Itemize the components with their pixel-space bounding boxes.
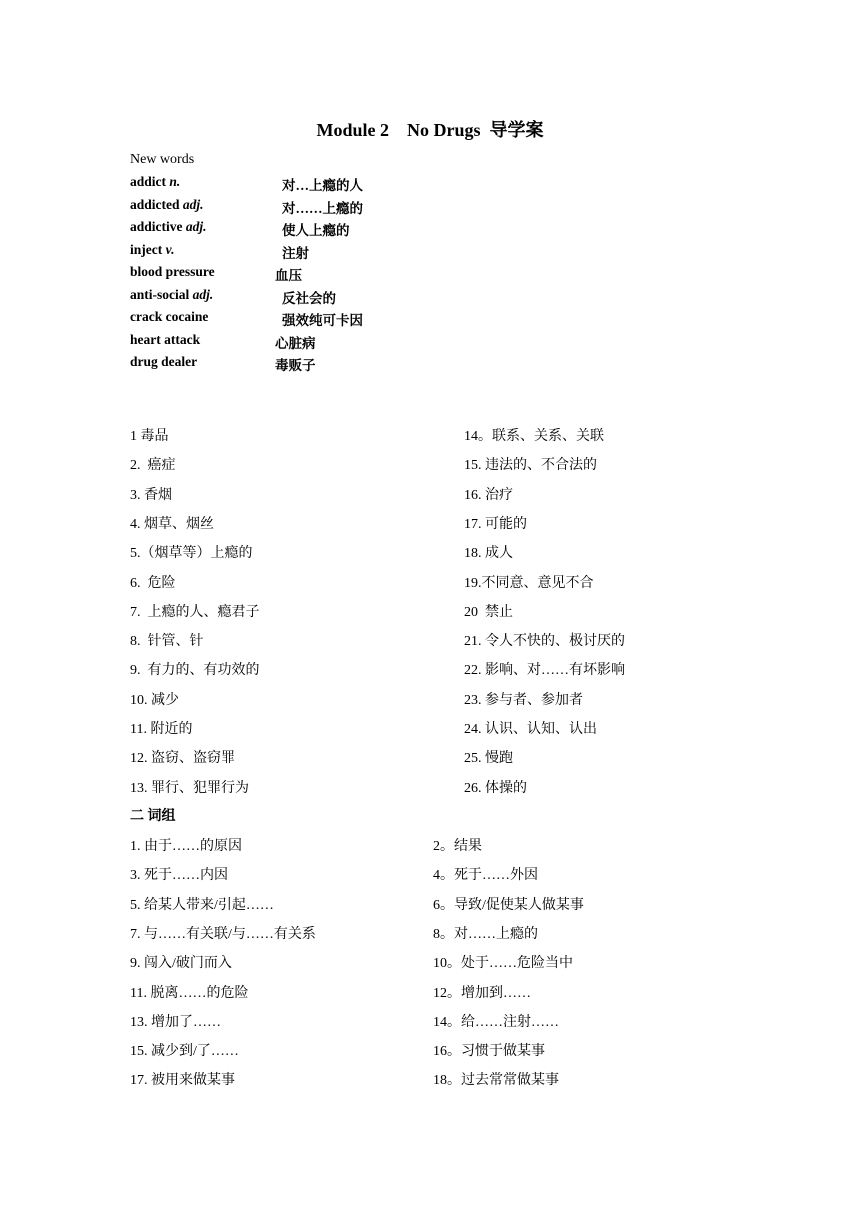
vocab-term — [130, 309, 208, 325]
vocab-word: drug dealer — [130, 354, 198, 369]
vocab-term — [130, 354, 197, 370]
word-item: 13. 罪行、犯罪行为 — [130, 780, 249, 796]
phrase-item: 16。习惯于做某事 — [433, 1044, 545, 1060]
new-words-heading: New words — [130, 152, 195, 167]
phrase-item: 14。给……注射…… — [433, 1014, 559, 1030]
vocab-term — [130, 287, 213, 303]
page-title: Module 2 No Drugs 导学案 — [316, 120, 544, 140]
vocab-term — [130, 197, 204, 213]
word-item: 6. 危险 — [130, 575, 176, 591]
vocab-term — [130, 174, 180, 190]
vocab-word: crack cocaine — [130, 309, 209, 324]
vocab-word: inject — [130, 241, 163, 257]
word-item: 21. 令人不快的、极讨厌的 — [464, 634, 625, 650]
vocab-word: heart attack — [130, 331, 201, 347]
phrase-item: 6。导致/促使某人做某事 — [433, 897, 584, 913]
phrase-item: 17. 被用来做某事 — [130, 1073, 235, 1089]
word-item: 26. 体操的 — [464, 780, 527, 796]
phrase-item: 1. 由于……的原因 — [130, 839, 242, 854]
word-item: 14。联系、关系、关联 — [464, 429, 604, 444]
word-item: 23. 参与者、参加者 — [464, 692, 583, 708]
word-item: 9. 有力的、有功效的 — [130, 663, 260, 679]
word-item: 12. 盗窃、盗窃罪 — [130, 751, 235, 767]
vocab-meaning: 反社会的 — [282, 290, 336, 306]
vocab-word: anti-social — [130, 286, 190, 302]
phrase-item: 4。死于……外因 — [433, 868, 538, 884]
word-item: 3. 香烟 — [130, 487, 172, 503]
vocab-term — [130, 219, 207, 235]
phrase-item: 7. 与……有关联/与……有关系 — [130, 926, 316, 942]
phrases-heading: 二 词组 — [130, 809, 176, 824]
vocab-term — [130, 264, 215, 280]
vocab-meaning: 血压 — [275, 268, 302, 283]
word-item: 2. 癌症 — [130, 458, 176, 474]
phrase-item: 15. 减少到/了…… — [130, 1044, 239, 1060]
phrase-item: 5. 给某人带来/引起…… — [130, 897, 274, 913]
vocab-meaning: 强效纯可卡因 — [282, 313, 363, 328]
phrase-item: 11. 脱离……的危险 — [130, 985, 249, 1001]
word-item: 25. 慢跑 — [464, 751, 513, 767]
vocab-meaning: 对……上瘾的 — [282, 200, 363, 216]
word-item: 15. 违法的、不合法的 — [464, 458, 597, 474]
word-item: 18. 成人 — [464, 546, 513, 562]
word-item: 8. 针管、针 — [130, 634, 204, 650]
phrase-item: 12。增加到…… — [433, 985, 531, 1001]
phrase-item: 10。处于……危险当中 — [433, 956, 573, 972]
vocab-word: blood pressure — [130, 264, 215, 279]
word-item: 4. 烟草、烟丝 — [130, 516, 214, 532]
word-item: 17. 可能的 — [464, 516, 527, 532]
vocab-meaning: 心脏病 — [275, 335, 316, 351]
vocab-meaning: 使人上瘾的 — [282, 223, 350, 238]
vocab-word: addicted — [130, 196, 180, 212]
word-item: 1 毒品 — [130, 429, 169, 444]
vocab-term — [130, 332, 200, 348]
phrase-item: 8。对……上瘾的 — [433, 926, 538, 942]
word-item: 19.不同意、意见不合 — [464, 575, 594, 591]
vocab-term — [130, 242, 174, 258]
vocab-word: addictive — [130, 219, 183, 234]
phrase-item: 18。过去常常做某事 — [433, 1073, 559, 1089]
vocab-meaning: 对…上瘾的人 — [282, 178, 363, 193]
word-item: 20 禁止 — [464, 604, 513, 620]
word-item: 11. 附近的 — [130, 722, 193, 737]
phrase-item: 3. 死于……内因 — [130, 868, 228, 884]
phrase-item: 2。结果 — [433, 839, 482, 854]
word-item: 22. 影响、对……有坏影响 — [464, 663, 625, 679]
vocab-pos: adj. — [182, 196, 204, 212]
vocab-pos: v. — [165, 241, 175, 257]
word-item: 5.（烟草等）上瘾的 — [130, 546, 253, 562]
word-item: 16. 治疗 — [464, 487, 513, 503]
word-item: 10. 减少 — [130, 692, 179, 708]
vocab-meaning: 毒贩子 — [275, 358, 316, 373]
vocab-word: addict — [130, 174, 167, 189]
vocab-meaning: 注射 — [282, 245, 309, 261]
vocab-pos: adj. — [192, 286, 214, 302]
word-item: 7. 上瘾的人、瘾君子 — [130, 604, 260, 620]
vocab-pos: n. — [169, 174, 181, 189]
phrase-item: 13. 增加了…… — [130, 1014, 221, 1030]
phrase-item: 9. 闯入/破门而入 — [130, 956, 232, 972]
vocab-pos: adj. — [185, 219, 207, 234]
word-item: 24. 认识、认知、认出 — [464, 722, 597, 737]
